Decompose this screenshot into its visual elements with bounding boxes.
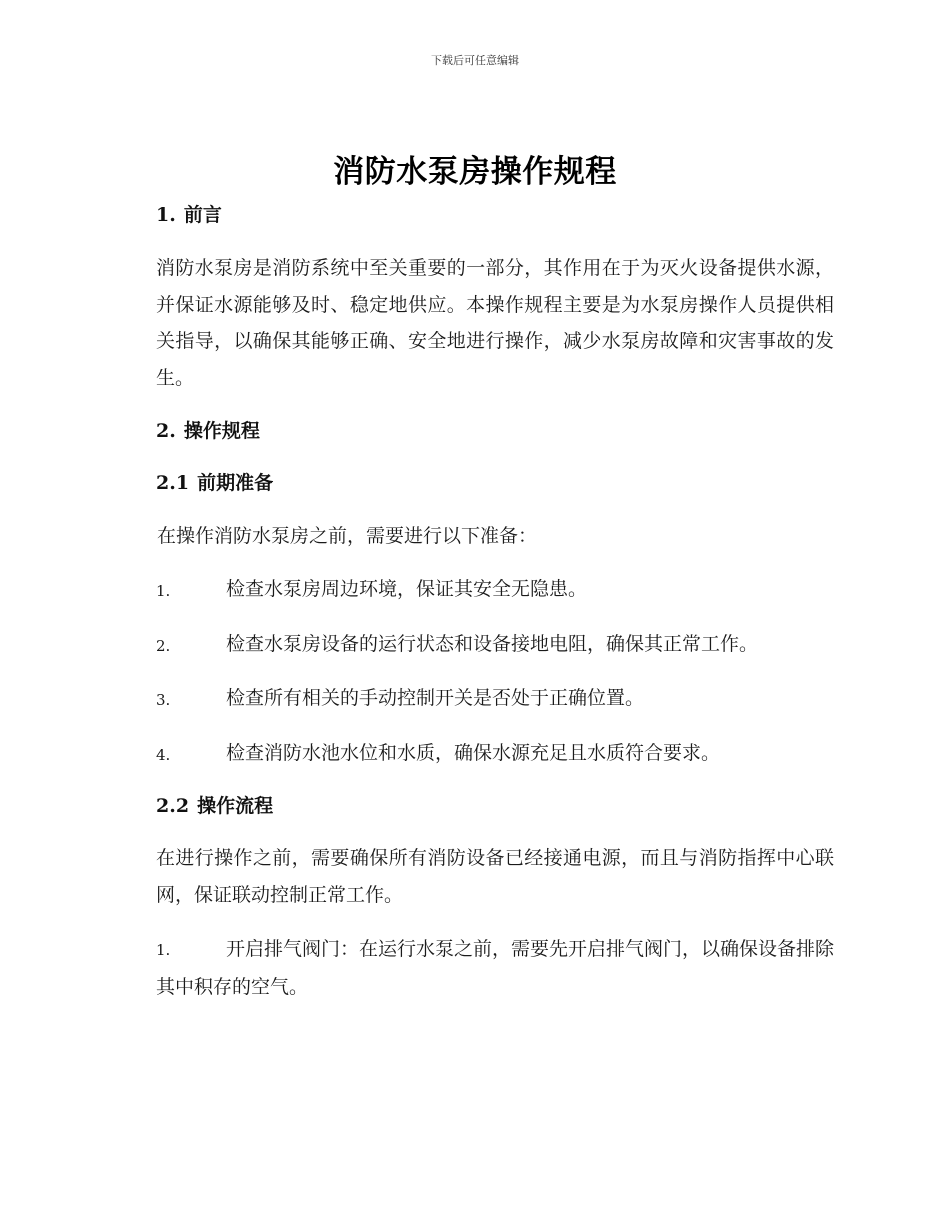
document-title: 消防水泵房操作规程	[333, 154, 617, 190]
section-2-2-paragraph-text: 在进行操作之前，需要确保所有消防设备已经接通电源，而且与消防指挥中心联网，保证联动控制正常工作。	[156, 847, 834, 906]
list-item-number: 1.	[156, 582, 171, 600]
list-item-text: 检查水泵房设备的运行状态和设备接地电阻，确保其正常工作。	[226, 633, 759, 655]
list-item-number: 1.	[156, 941, 171, 959]
list-item-text: 开启排气阀门：在运行水泵之前，需要先开启排气阀门，以确保设备排除其中积存的空气。	[156, 938, 835, 998]
page-header-note: 下载后可任意编辑	[431, 54, 519, 67]
section-1-paragraph-text: 消防水泵房是消防系统中至关重要的一部分，其作用在于为灭火设备提供水源，并保证水源能够及时、稳定地供应。本操作规程主要是为水泵房操作人员提供相关指导，以确保其能够正确、安全地进行操作，减少水泵房故障和灾害事故的发生。	[156, 257, 834, 389]
list-item-number: 2.	[156, 637, 171, 655]
section-1-paragraph	[114, 250, 834, 396]
list-item	[114, 931, 834, 1005]
list-item-number: 4.	[156, 746, 171, 764]
section-2-1-intro: 在操作消防水泵房之前，需要进行以下准备：	[157, 525, 538, 547]
section-2-1-title: 前期准备	[197, 472, 274, 494]
section-2-2-number: 2.2	[156, 795, 190, 817]
section-1-number: 1.	[156, 204, 176, 226]
section-1-heading	[156, 203, 222, 227]
list-item-text: 检查水泵房周边环境，保证其安全无隐患。	[226, 578, 588, 600]
section-2-heading	[156, 419, 260, 443]
section-2-1-heading	[156, 471, 273, 495]
section-2-2-heading	[156, 794, 273, 818]
list-item-text: 检查所有相关的手动控制开关是否处于正确位置。	[226, 687, 645, 709]
list-item-number: 3.	[156, 691, 171, 709]
section-2-title: 操作规程	[183, 420, 260, 442]
section-2-2-title: 操作流程	[197, 795, 274, 817]
section-2-number: 2.	[156, 420, 176, 442]
section-2-2-paragraph	[114, 840, 834, 913]
section-2-1-number: 2.1	[156, 472, 190, 494]
list-item-text: 检查消防水池水位和水质，确保水源充足且水质符合要求。	[226, 742, 721, 764]
section-2-2-list-item	[114, 931, 834, 1005]
section-1-title: 前言	[183, 204, 222, 226]
